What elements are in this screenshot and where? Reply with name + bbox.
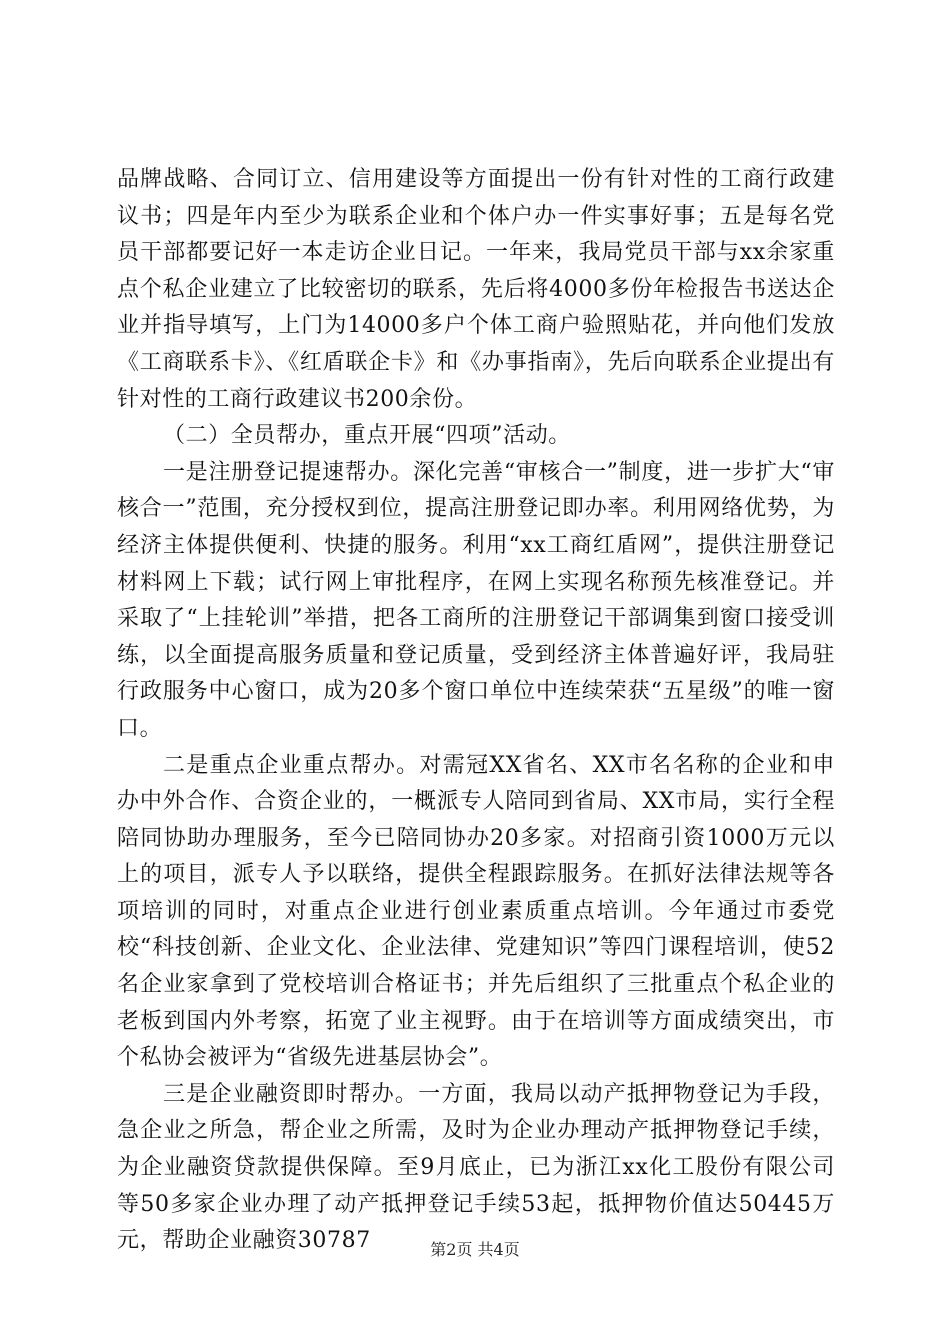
paragraph-key-enterprises: 二是重点企业重点帮办。对需冠XX省名、XX市名名称的企业和申办中外合作、合资企业的，一概派专人陪同到省局、XX市局，实行全程陪同协助办理服务，至今已陪同协办20多家。对招商引资1000万元以上的项目，派专人予以联络，提供全程跟踪服务。在抓好法律法规等各项培训的同时，对重点企业进行创业素质重点培训。今年通过市委党校“科技创新、企业文化、企业法律、党建知识”等四门课程培训，使52名企业家拿到了党校培训合格证书；并先后组织了三批重点个私企业的老板到国内外考察，拓宽了业主视野。由于在培训等方面成绩突出，市个私协会被评为“省级先进基层协会”。 (117, 752, 835, 1071)
section-heading: （二）全员帮办，重点开展“四项”活动。 (163, 423, 571, 449)
document-body (117, 162, 835, 1260)
paragraph-continuation: 品牌战略、合同订立、信用建设等方面提出一份有针对性的工商行政建议书；四是年内至少为联系企业和个体户办一件实事好事；五是每名党员干部都要记好一本走访企业日记。一年来，我局党员干部与xx余家重点个私企业建立了比较密切的联系，先后将4000多份年检报告书送达企业并指导填写，上门为14000多户个体工商户验照贴花，并向他们发放《工商联系卡》、《红盾联企卡》和《办事指南》，先后向联系企业提出有针对性的工商行政建议书200余份。 (117, 167, 835, 412)
paragraph-financing: 三是企业融资即时帮办。一方面，我局以动产抵押物登记为手段，急企业之所急，帮企业之所需，及时为企业办理动产抵押物登记手续，为企业融资贷款提供保障。至9月底止，已为浙江xx化工股份有限公司等50多家企业办理了动产抵押登记手续53起，抵押物价值达50445万元，帮助企业融资30787 (117, 1081, 835, 1254)
paragraph-registration: 一是注册登记提速帮办。深化完善“审核合一”制度，进一步扩大“审核合一”范围，充分授权到位，提高注册登记即办率。利用网络优势，为经济主体提供便利、快捷的服务。利用“xx工商红盾网”，提供注册登记材料网上下载；试行网上审批程序，在网上实现名称预先核准登记。并采取了“上挂轮训”举措，把各工商所的注册登记干部调集到窗口接受训练，以全面提高服务质量和登记质量，受到经济主体普遍好评，我局驻行政服务中心窗口，成为20多个窗口单位中连续荣获“五星级”的唯一窗口。 (117, 459, 835, 741)
page-number-footer: 第2页 共4页 (430, 1240, 520, 1259)
